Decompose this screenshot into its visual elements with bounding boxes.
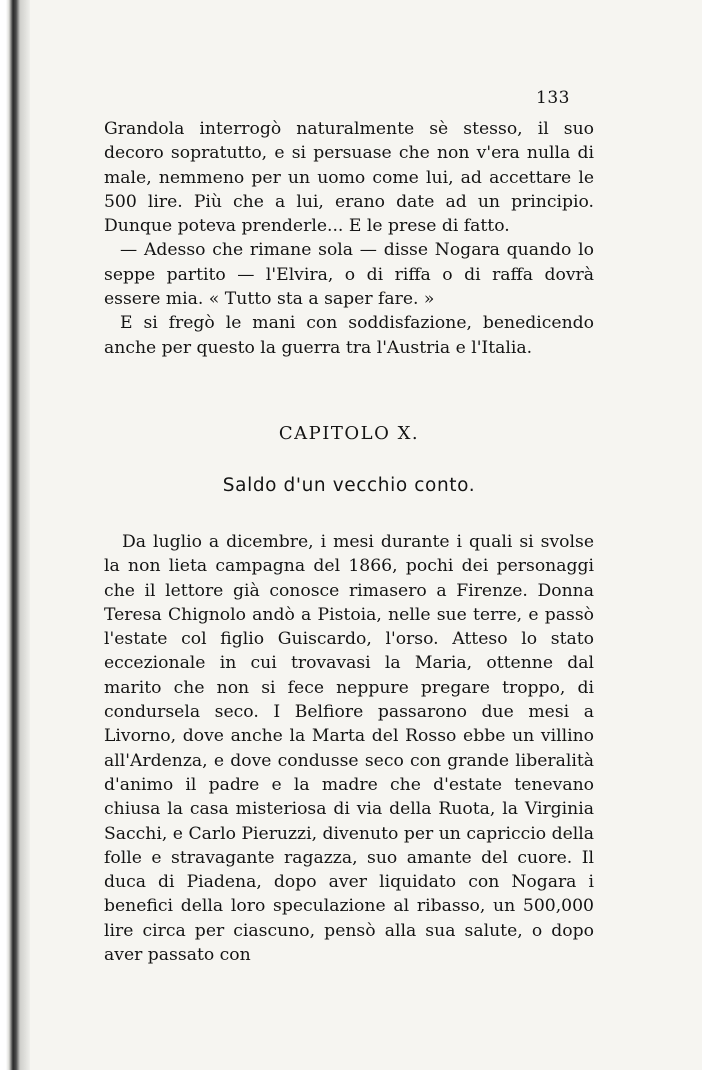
paragraph: E si fregò le mani con soddisfazione, benedicendo anche per questo la guerra tra l'Austria e l'Italia. [104, 313, 594, 358]
paragraph: Grandola interrogò naturalmente sè stesso, il suo decoro sopratutto, e si persuase che non v'era nulla di male, nemmeno per un uomo come lui, ad accettare le 500 lire. Più che a lui, erano date ad un principio. Dunque poteva prenderle... E le prese di fatto. [104, 119, 594, 237]
paragraph: Da luglio a dicembre, i mesi durante i quali si svolse la non lieta campagna del 1866, pochi dei personaggi che il lettore già conosce rimasero a Firenze. Donna Teresa Chignolo andò a Pistoia, nelle sue terre, e passò l'estate col figlio Guiscardo, l'orso. Atteso lo stato eccezionale in cui trovavasi la Maria, ottenne dal marito che non si fece neppure pregare troppo, di condursela seco. I Belfiore passarono due mesi a Livorno, dove anche la Marta del Rosso ebbe un villino all'Ardenza, e dove condusse seco con grande liberalità d'animo il padre e la madre che d'estate tenevano chiusa la casa misteriosa di via della Ruota, la Virginia Sacchi, e Carlo Pieruzzi, divenuto per un capriccio della folle e stravagante ragazza, suo amante del cuore. Il duca di Piadena, dopo aver liquidato con Nogara i benefici della loro speculazione al ribasso, un 500,000 lire circa per ciascuno, pensò alla sua salute, o dopo aver passato con [104, 532, 594, 966]
chapter-text-block [104, 530, 594, 967]
binding-edge [0, 0, 30, 1070]
intro-text-block [104, 117, 594, 360]
paragraph: — Adesso che rimane sola — disse Nogara quando lo seppe partito — l'Elvira, o di riffa o di raffa dovrà essere mia. « Tutto sta a saper fare. » [104, 240, 594, 310]
chapter-title: Saldo d'un vecchio conto. [222, 475, 476, 496]
chapter-heading: CAPITOLO X. [278, 423, 420, 444]
page-number: 133 [536, 88, 570, 108]
